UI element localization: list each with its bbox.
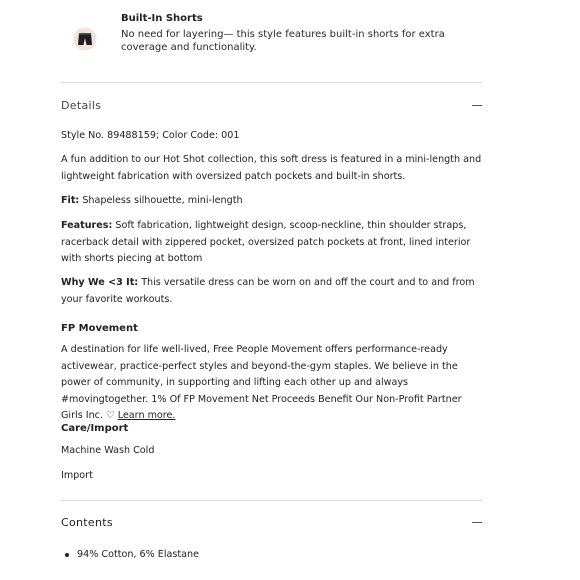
collapse-contents-icon[interactable] bbox=[472, 522, 482, 523]
details-title: Details bbox=[61, 99, 102, 112]
list-item: 94% Cotton, 6% Elastane bbox=[77, 549, 200, 560]
divider bbox=[61, 500, 482, 501]
fit-label: Fit: bbox=[61, 195, 80, 206]
movement-text bbox=[61, 342, 482, 425]
details-intro: A fun addition to our Hot Shot collection, this soft dress is featured in a mini-length and lightweight fabrication with oversized patch pockets and built-in shorts. bbox=[61, 154, 482, 182]
heart-icon: ♡ bbox=[106, 410, 115, 421]
movement-body: A destination for life well-lived, Free People Movement offers performance-ready activewear, practice-perfect styles and beyond-the-gym staples. We believe in the power of community, in supporting and lifting each other up and always #movingtogether. 1% Of FP Movement Net Proceeds Benefit Our Non-Profit Partner Girls Inc. bbox=[61, 344, 462, 421]
features-label: Features: bbox=[61, 220, 113, 231]
fit-text: Shapeless silhouette, mini-length bbox=[79, 195, 243, 206]
style-number: Style No. 89488159; Color Code: 001 bbox=[61, 130, 240, 141]
features-line bbox=[61, 218, 482, 268]
fit-line bbox=[61, 193, 482, 210]
divider bbox=[61, 82, 482, 83]
why-label: Why We <3 It: bbox=[61, 277, 139, 288]
feature-description: No need for layering— this style features built-in shorts for extra coverage and functionality. bbox=[121, 29, 445, 53]
care-import: Import bbox=[61, 470, 93, 481]
features-text: Soft fabrication, lightweight design, scoop-neckline, thin shoulder straps, racerback detail with zippered pocket, oversized patch pockets at front, lined interior with shorts piecing at bottom bbox=[61, 220, 471, 264]
shorts-icon bbox=[73, 27, 97, 51]
learn-more-link[interactable]: Learn more. bbox=[117, 410, 176, 421]
why-text: This versatile dress can be worn on and off the court and to and from your favorite workouts. bbox=[61, 277, 475, 305]
contents-header[interactable] bbox=[61, 515, 482, 531]
feature-title: Built-In Shorts bbox=[121, 13, 203, 24]
care-wash: Machine Wash Cold bbox=[61, 445, 155, 456]
feature-built-in-shorts bbox=[61, 12, 482, 62]
why-line bbox=[61, 275, 482, 308]
details-header[interactable] bbox=[61, 98, 482, 114]
collapse-details-icon[interactable] bbox=[472, 105, 482, 106]
contents-title: Contents bbox=[61, 516, 113, 529]
care-title: Care/Import bbox=[61, 423, 129, 434]
movement-title: FP Movement bbox=[61, 323, 138, 334]
contents-list bbox=[77, 548, 199, 562]
